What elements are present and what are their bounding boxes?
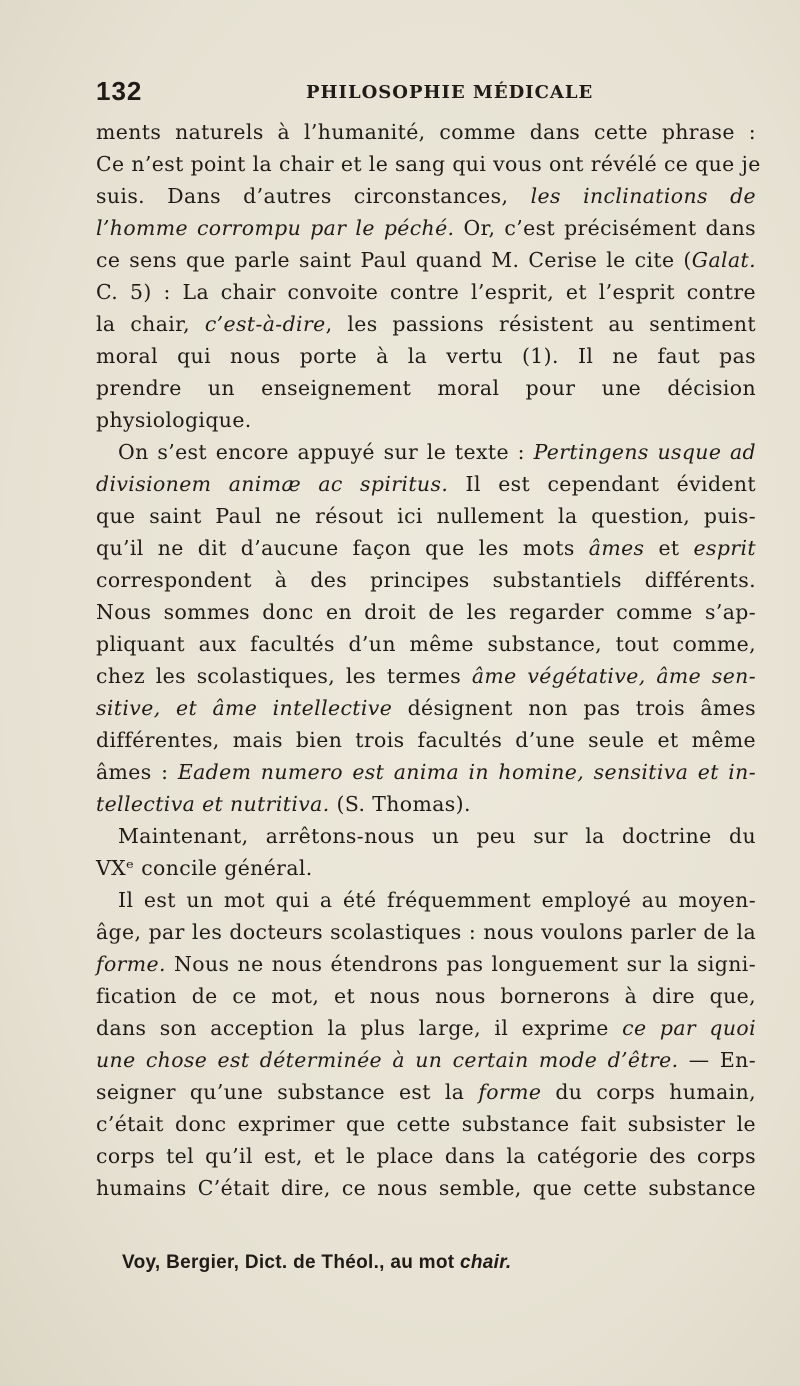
body-text xyxy=(96,116,761,1204)
text-line xyxy=(96,1044,756,1076)
text-segment: pliquant aux facultés d’un même substance, tout comme, xyxy=(96,632,756,656)
text-line xyxy=(96,596,756,628)
text-line xyxy=(96,660,756,692)
italic-segment: divisionem animæ ac spiritus. xyxy=(96,472,449,496)
text-segment: Il est cependant évident xyxy=(448,472,756,496)
text-line xyxy=(96,500,756,532)
footnote-text: Voy, Bergier, Dict. de Théol., au mot xyxy=(122,1252,460,1273)
text-segment: moral qui nous porte à la vertu (1). Il ne faut pas xyxy=(96,344,756,368)
text-segment: que saint Paul ne résout ici nullement la question, puis- xyxy=(96,504,756,528)
italic-segment: âme végétative, âme sen- xyxy=(471,664,756,688)
text-line xyxy=(96,820,756,852)
text-line xyxy=(96,116,756,148)
italic-segment: ce par quoi xyxy=(622,1016,757,1040)
italic-segment: tellectiva et nutritiva. xyxy=(96,792,330,816)
text-segment: Il est un mot qui a été fréquemment employé au moyen- xyxy=(118,888,756,912)
text-line xyxy=(96,724,756,756)
text-segment: et xyxy=(644,536,694,560)
text-segment: ments naturels à l’humanité, comme dans cette phrase : xyxy=(96,120,756,144)
text-segment: seigner qu’une substance est la xyxy=(96,1080,479,1104)
italic-segment: Pertingens usque ad xyxy=(533,440,757,464)
text-segment: différentes, mais bien trois facultés d’une seule et même xyxy=(96,728,756,752)
text-line xyxy=(96,628,756,660)
italic-segment: c’est-à-dire xyxy=(204,312,326,336)
text-line xyxy=(96,788,756,820)
text-segment: la chair, xyxy=(96,312,205,336)
text-line xyxy=(96,852,756,884)
text-segment: (S. Thomas). xyxy=(329,792,471,816)
text-segment: suis. Dans d’autres circonstances, xyxy=(96,184,531,208)
text-line xyxy=(96,756,756,788)
text-segment: , les passions résistent au sentiment xyxy=(325,312,756,336)
italic-segment: Galat. xyxy=(691,248,756,272)
italic-segment: forme. xyxy=(96,952,166,976)
text-line xyxy=(96,308,756,340)
text-line xyxy=(96,916,756,948)
text-line xyxy=(96,1172,756,1204)
italic-segment: les inclinations de xyxy=(530,184,756,208)
text-segment: Nous sommes donc en droit de les regarder comme s’ap- xyxy=(96,600,756,624)
text-segment: Maintenant, arrêtons-nous un peu sur la doctrine du xyxy=(118,824,756,848)
text-segment: C. 5) : La chair convoite contre l’esprit, et l’esprit contre xyxy=(96,280,756,304)
italic-segment: esprit xyxy=(693,536,756,560)
text-line xyxy=(96,276,756,308)
text-segment: ce sens que parle saint Paul quand M. Cerise le cite ( xyxy=(96,248,692,272)
text-line xyxy=(96,340,756,372)
text-segment: On s’est encore appuyé sur le texte : xyxy=(118,440,534,464)
text-line xyxy=(96,1108,756,1140)
text-segment: prendre un enseignement moral pour une décision xyxy=(96,376,756,400)
text-segment: âge, par les docteurs scolastiques : nous voulons parler de la xyxy=(96,920,756,944)
text-line xyxy=(96,692,756,724)
text-line xyxy=(96,948,756,980)
text-line xyxy=(96,1012,756,1044)
text-segment: fication de ce mot, et nous nous bornerons à dire que, xyxy=(96,984,756,1008)
text-segment: Ce n’est point la chair et le sang qui vous ont révélé ce que je xyxy=(96,152,761,176)
running-head: PHILOSOPHIE MÉDICALE xyxy=(306,82,594,103)
text-segment: VXᵉ concile général. xyxy=(96,856,313,880)
text-segment: désignent non pas trois âmes xyxy=(392,696,756,720)
page-header xyxy=(96,76,756,110)
italic-segment: Eadem numero est anima in homine, sensitiva et in- xyxy=(177,760,756,784)
text-segment: qu’il ne dit d’aucune façon que les mots xyxy=(96,536,589,560)
text-line xyxy=(96,212,756,244)
text-line xyxy=(96,532,756,564)
text-line xyxy=(96,1140,756,1172)
text-segment: c’était donc exprimer que cette substance fait subsister le xyxy=(96,1112,756,1136)
text-line xyxy=(96,1076,756,1108)
italic-segment: l’homme corrompu par le péché. xyxy=(96,216,455,240)
text-line xyxy=(96,564,756,596)
page-number: 132 xyxy=(96,76,143,106)
text-line xyxy=(96,180,756,212)
text-segment: corps tel qu’il est, et le place dans la catégorie des corps xyxy=(96,1144,756,1168)
text-line xyxy=(96,980,756,1012)
italic-segment: âmes xyxy=(588,536,645,560)
text-segment: correspondent à des principes substantiels différents. xyxy=(96,568,756,592)
text-line xyxy=(96,884,756,916)
italic-segment: forme xyxy=(478,1080,542,1104)
text-line xyxy=(96,468,756,500)
text-line xyxy=(96,244,756,276)
text-line xyxy=(96,148,761,180)
text-line xyxy=(96,372,756,404)
text-segment: âmes : xyxy=(96,760,178,784)
text-segment: dans son acception la plus large, il exprime xyxy=(96,1016,623,1040)
footnote xyxy=(122,1252,511,1274)
text-segment: humains C’était dire, ce nous semble, que cette substance xyxy=(96,1176,756,1200)
text-segment: Nous ne nous étendrons pas longuement sur la signi- xyxy=(165,952,756,976)
text-line xyxy=(96,436,756,468)
text-segment: physiologique. xyxy=(96,408,252,432)
italic-segment: sitive, et âme intellective xyxy=(96,696,393,720)
italic-segment: une chose est déterminée à un certain mode d’être. xyxy=(96,1048,679,1072)
text-segment: — En- xyxy=(678,1048,756,1072)
text-segment: du corps humain, xyxy=(541,1080,756,1104)
text-line xyxy=(96,404,756,436)
footnote-italic: chair. xyxy=(459,1252,512,1273)
text-segment: Or, c’est précisément dans xyxy=(454,216,756,240)
text-segment: chez les scolastiques, les termes xyxy=(96,664,472,688)
